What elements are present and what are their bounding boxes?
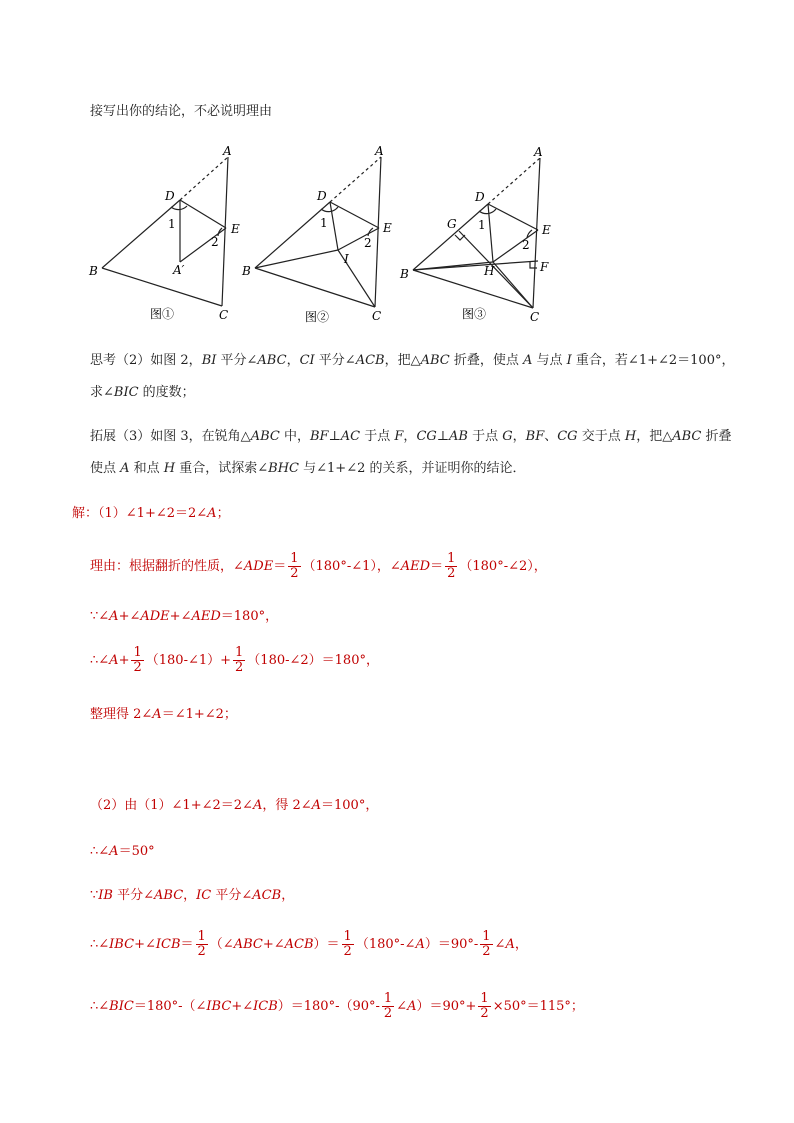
fig1-label-D: D — [165, 189, 175, 203]
fig3-label-H: H — [484, 264, 495, 278]
figure-3 — [413, 158, 540, 308]
fig2-label-D: D — [317, 189, 327, 203]
fig1-label-1: 1 — [168, 217, 176, 231]
fraction: $\frac{1}{2}$ — [290, 551, 299, 581]
sol-because-1: ∵∠A+∠ADE+∠AED＝180°， — [90, 609, 279, 624]
fig1-label-Aprime: A′ — [173, 263, 185, 277]
fig2-caption: 图② — [305, 310, 330, 324]
sol-part-2: （2）由（1）∠1+∠2＝2∠A，得 2∠A＝100°， — [90, 798, 379, 813]
fraction: $\frac{1}{2}$ — [197, 929, 206, 959]
fig2-label-B: B — [242, 264, 251, 278]
fig1-caption: 图① — [150, 307, 175, 321]
fig1-label-C: C — [219, 308, 229, 322]
figure-2 — [255, 157, 381, 307]
fraction: $\frac{1}{2}$ — [235, 645, 244, 675]
sol-therefore-1: ∴∠A+ $\frac{1}{2}$ （180-∠1）+ $\frac{1}{2}$ （180-∠2）＝180°， — [90, 645, 379, 675]
fig2-label-1: 1 — [320, 216, 328, 230]
sol-therefore-3: ∴∠IBC+∠ICB＝ $\frac{1}{2}$ （∠ABC+∠ACB）＝ $\frac{1}{2}$ （180°-∠A）＝90°- $\frac{1}{2}$ ∠A， — [90, 929, 528, 959]
fig2-label-2: 2 — [364, 236, 372, 250]
q3-line-2: 使点 A 和点 H 重合，试探索∠BHC 与∠1+∠2 的关系，并证明你的结论． — [90, 461, 526, 476]
intro-text: 接写出你的结论，不必说明理由 — [90, 104, 273, 119]
fig2-label-E: E — [383, 221, 392, 235]
fig3-label-A: A — [534, 145, 543, 159]
sol-therefore-2: ∴∠A＝50° — [90, 844, 155, 859]
fig3-label-C: C — [530, 310, 540, 324]
fraction: $\frac{1}{2}$ — [480, 991, 489, 1021]
sol-reason: 理由：根据翻折的性质，∠ADE＝ $\frac{1}{2}$ （180°-∠1），∠AED＝ $\frac{1}{2}$ （180°-∠2）， — [90, 551, 547, 581]
figure-1 — [102, 157, 228, 306]
q2-line-1: 思考（2）如图 2，BI 平分∠ABC，CI 平分∠ACB，把△ABC 折叠，使点 A 与点 I 重合，若∠1+∠2＝100°， — [90, 353, 735, 368]
fig1-label-E: E — [231, 222, 240, 236]
fraction: $\frac{1}{2}$ — [133, 645, 142, 675]
sol-line-1: 解：（1）∠1+∠2＝2∠A； — [72, 506, 230, 521]
fig2-label-C: C — [372, 309, 382, 323]
fig3-label-B: B — [400, 267, 409, 281]
fig3-label-F: F — [540, 260, 549, 274]
fraction: $\frac{1}{2}$ — [482, 929, 491, 959]
q3-line-1: 拓展（3）如图 3，在锐角△ABC 中，BF⊥AC 于点 F，CG⊥AB 于点 G，BF、CG 交于点 H，把△ABC 折叠 — [90, 429, 732, 444]
fraction: $\frac{1}{2}$ — [343, 929, 352, 959]
fig3-label-2: 2 — [522, 238, 530, 252]
fig3-caption: 图③ — [462, 307, 487, 321]
fig3-label-D: D — [475, 190, 485, 204]
figures — [0, 0, 794, 340]
fraction: $\frac{1}{2}$ — [383, 991, 393, 1021]
fig3-label-G: G — [447, 217, 457, 231]
fig2-label-A: A — [375, 144, 384, 158]
fig1-label-B: B — [89, 264, 98, 278]
fig3-label-1: 1 — [478, 218, 486, 232]
q2-line-2: 求∠BIC 的度数； — [90, 385, 195, 400]
sol-simplify: 整理得 2∠A＝∠1+∠2； — [90, 707, 237, 722]
fig1-label-A: A — [223, 144, 232, 158]
fig1-label-2: 2 — [211, 235, 219, 249]
fig3-label-E: E — [542, 223, 551, 237]
sol-because-2: ∵IB 平分∠ABC，IC 平分∠ACB， — [90, 888, 295, 903]
fraction: $\frac{1}{2}$ — [447, 551, 456, 581]
sol-therefore-4: ∴∠BIC＝180°-（∠IBC+∠ICB）＝180°-（90°- $\frac{1}{2}$ ∠A）＝90°+ $\frac{1}{2}$ ×50°＝115°； — [90, 991, 584, 1021]
fig2-label-I: I — [344, 252, 349, 266]
